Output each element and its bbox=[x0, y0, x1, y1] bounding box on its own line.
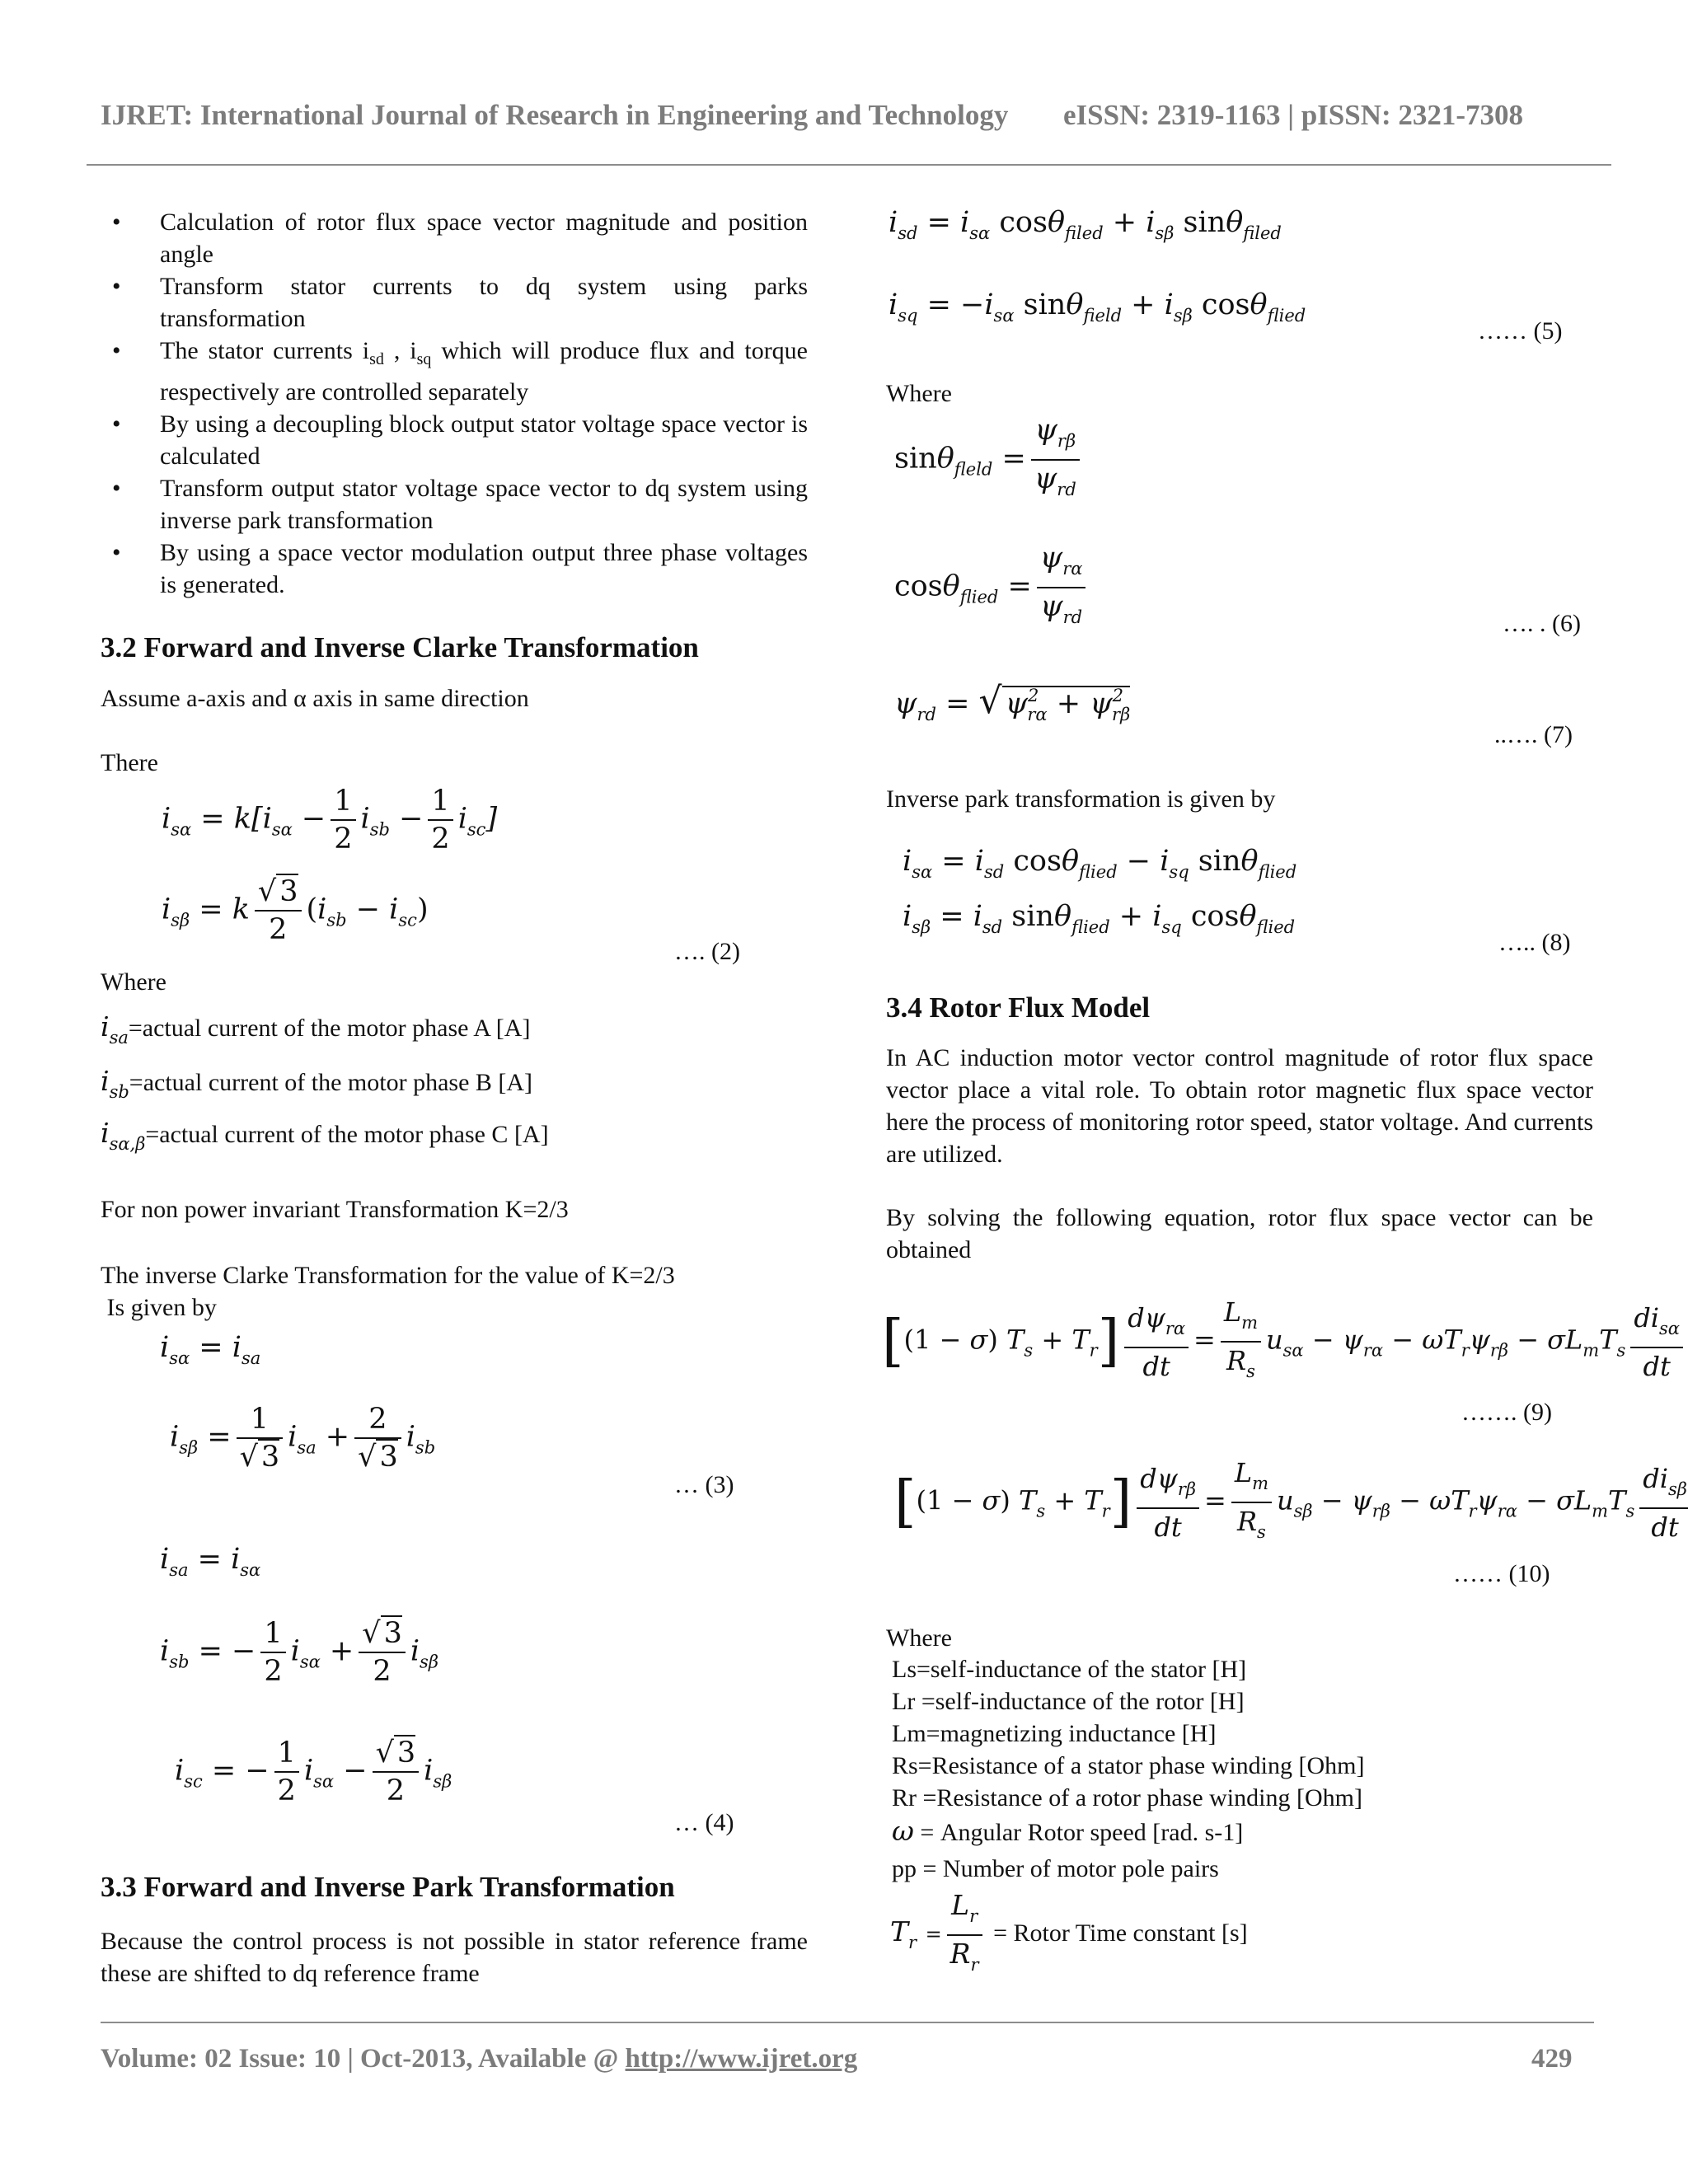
equation-number: ….. (8) bbox=[1498, 929, 1571, 956]
definition-text: = Rotor Time constant [s] bbox=[987, 1919, 1248, 1947]
paragraph: Because the control process is not possible in stator reference frame these are shifted to dq reference frame bbox=[101, 1928, 808, 1987]
equation-number: …… (5) bbox=[1478, 317, 1563, 344]
paragraph: Inverse park transformation is given by bbox=[886, 785, 1276, 813]
equation-5a: $i_{sd} = i_{s\alpha}$ $\cos\theta_{filed} + i_{s\beta}$ sinθ$_{filed}$ bbox=[889, 206, 1282, 243]
journal-link[interactable]: http://www.ijret.org bbox=[625, 2044, 858, 2074]
journal-title: IJRET: International Journal of Research in Engineering and Technology bbox=[101, 99, 1009, 131]
section-title-3-2: 3.2 Forward and Inverse Clarke Transformation bbox=[101, 631, 699, 663]
section-title-3-4: 3.4 Rotor Flux Model bbox=[886, 991, 1151, 1024]
bullet-sub: sd bbox=[369, 350, 384, 368]
bullet-item bbox=[101, 408, 808, 472]
bullet-text: By using a decoupling block output stator voltage space vector is calculated bbox=[160, 410, 808, 470]
bullet-text: which will produce flux and torque respectively are controlled separately bbox=[160, 337, 808, 405]
paragraph: By solving the following equation, rotor flux space vector can be obtained bbox=[886, 1204, 1593, 1263]
bullet-text: Transform output stator voltage space vector to dq system using inverse park transformation bbox=[160, 475, 808, 534]
paragraph: For non power invariant Transformation K=2/3 bbox=[101, 1196, 569, 1223]
definition-pp: pp = Number of motor pole pairs bbox=[892, 1855, 1219, 1882]
equation-4a: $i_{sa} = i_{s\alpha}$ bbox=[160, 1543, 261, 1580]
paragraph: Where bbox=[101, 968, 166, 996]
equation-4b: $i_{sb}$ = − $\frac{1}{2}$ $i_{s\alpha}$ + $\frac{√ 3}{2}$ $i_{s\beta}$ bbox=[160, 1617, 438, 1688]
equation-2a: $i_{s\alpha} = k[i_{s\alpha}$ − $\frac{1}{2}$ $i_{sb}$ − $\frac{1}{2}$ $i_{sc}$] bbox=[162, 785, 498, 855]
equation-number: ..…. (7) bbox=[1494, 721, 1573, 748]
equation-4c: $i_{sc}$ = − $\frac{1}{2}$ $i_{s\alpha}$ − $\frac{√ 3}{2}$ $i_{s\beta}$ bbox=[175, 1736, 452, 1807]
equation-6a: sinθ$_{fleld}$ = $\frac{\psi_{r\beta}}{\psi_{rd}}$ bbox=[894, 412, 1085, 508]
paragraph: In AC induction motor vector control magnitude of rotor flux space vector place a vital role. To obtain rotor magnetic flux space vector here the process of monitoring rotor speed, stator voltage. And currents are utilized. bbox=[886, 1044, 1593, 1168]
paragraph: Where bbox=[886, 1624, 952, 1652]
equation-number: …. (2) bbox=[674, 938, 740, 965]
footer-volume bbox=[101, 2044, 857, 2074]
bullet-list bbox=[101, 206, 808, 601]
footer-text: Volume: 02 Issue: 10 | Oct-2013, Available @ bbox=[101, 2044, 626, 2074]
definition-text: =actual current of the motor phase A [A] bbox=[128, 1015, 531, 1042]
footer-rule bbox=[101, 2022, 1594, 2023]
bullet-text: , i bbox=[383, 337, 417, 364]
equation-8a: $i_{s\alpha} = i_{sd}$ $\cos\theta_{flied} - i_{sq}$ sinθ$_{flied}$ bbox=[903, 845, 1297, 882]
definition-tr: $T_r$ = $\frac{L_r}{R_r}$ = Rotor Time constant [s] bbox=[890, 1887, 1248, 1983]
definition-text: =actual current of the motor phase C [A] bbox=[145, 1121, 549, 1148]
definition-item: Rr =Resistance of a rotor phase winding [Ohm] bbox=[892, 1784, 1362, 1811]
equation-10: [(1 − σ) $T_s + T_r$] $\frac{d\psi_{r\beta}}{dt}$ = $\frac{L_m}{R_s}$ $u_{s\beta} - \psi_{r\beta} - \omega T_r\psi_{r\alpha} - \sigma L_mT_s$ $\frac{di_{s\beta}}{dt}$ bbox=[894, 1455, 1688, 1550]
definition-omega: ω = Angular Rotor speed [rad. s-1] bbox=[892, 1815, 1244, 1847]
equation-number: ……. (9) bbox=[1461, 1399, 1552, 1426]
paragraph: Where bbox=[886, 380, 952, 407]
bullet-text: Calculation of rotor flux space vector magnitude and position angle bbox=[160, 209, 808, 268]
paragraph: Is given by bbox=[101, 1294, 217, 1321]
section-title-3-3: 3.3 Forward and Inverse Park Transformation bbox=[101, 1871, 675, 1903]
definition-item: Lm=magnetizing inductance [H] bbox=[892, 1720, 1217, 1747]
definition-isab: $i_{s\alpha,\beta}=actual$ current of the motor phase C [A] bbox=[101, 1117, 549, 1154]
bullet-item bbox=[101, 270, 808, 335]
equation-number: …. . (6) bbox=[1503, 610, 1581, 637]
equation-6b: cosθ$_{flied}$ = $\frac{\psi_{r\alpha}}{\psi_{rd}}$ bbox=[894, 540, 1090, 635]
definition-item: Ls=self-inductance of the stator [H] bbox=[892, 1656, 1247, 1683]
equation-7: $\psi_{rd}$ = √ $\psi^2_{r\alpha} + \psi^2_{r\beta}$ bbox=[894, 680, 1131, 724]
equation-3b: $i_{s\beta}$ = $\frac{1}{√ 3}$ $i_{sa}$ + $\frac{2}{√ 3}$ $i_{sb}$ bbox=[170, 1403, 436, 1474]
definition-isb: $i_{sb}=actual$ current of the motor phase B [A] bbox=[101, 1065, 533, 1102]
paragraph: There bbox=[101, 749, 158, 776]
definition-isa: $i_{sa}=actual$ current of the motor phase A [A] bbox=[101, 1010, 531, 1047]
definition-item: Lr =self-inductance of the rotor [H] bbox=[892, 1688, 1245, 1715]
bullet-text: By using a space vector modulation output three phase voltages is generated. bbox=[160, 539, 808, 598]
bullet-item bbox=[101, 335, 808, 408]
bullet-text: Transform stator currents to dq system using parks transformation bbox=[160, 273, 808, 332]
paragraph: The inverse Clarke Transformation for the value of K=2/3 bbox=[101, 1262, 675, 1289]
definition-text: =actual current of the motor phase B [A] bbox=[129, 1069, 533, 1096]
journal-issn: eISSN: 2319-1163 | pISSN: 2321-7308 bbox=[1063, 99, 1524, 131]
definition-item: Rs=Resistance of a stator phase winding [Ohm] bbox=[892, 1752, 1365, 1779]
bullet-item bbox=[101, 206, 808, 270]
equation-2b: $i_{s\beta} = k$ $\frac{√ 3}{2}$ $(i_{sb} - i_{sc})$ bbox=[162, 875, 429, 946]
equation-8b: $i_{s\beta} = i_{sd}$ $\sin\theta_{flied} + i_{sq}$ cosθ$_{flied}$ bbox=[903, 900, 1296, 937]
definition-text: = Angular Rotor speed [rad. s-1] bbox=[913, 1819, 1244, 1846]
equation-9: [(1 − σ) $T_s + T_r$] $\frac{d\psi_{r\alpha}}{dt}$ = $\frac{L_m}{R_s}$ $u_{s\alpha} - \psi_{r\alpha} - \omega T_r\psi_{r\beta} - \sigma L_mT_s$ $\frac{di_{s\alpha}}{dt}$ bbox=[882, 1294, 1688, 1390]
page-number: 429 bbox=[1531, 2044, 1573, 2074]
equation-number: … (3) bbox=[674, 1471, 734, 1498]
header-rule bbox=[87, 164, 1611, 166]
paragraph: Assume a-axis and α axis in same direction bbox=[101, 685, 529, 712]
bullet-item bbox=[101, 472, 808, 537]
bullet-item bbox=[101, 537, 808, 601]
equation-3a: $i_{s\alpha} = i_{sa}$ bbox=[160, 1331, 261, 1368]
equation-number: … (4) bbox=[674, 1809, 734, 1836]
definition-list bbox=[892, 1653, 1364, 1814]
equation-5b: $i_{sq} = -i_{s\alpha}$ $\sin\theta_{field} + i_{s\beta}$ cosθ$_{flied}$ bbox=[889, 288, 1306, 326]
bullet-sub: sq bbox=[416, 350, 432, 368]
bullet-text: The stator currents i bbox=[160, 337, 370, 364]
equation-number: …… (10) bbox=[1453, 1560, 1550, 1587]
